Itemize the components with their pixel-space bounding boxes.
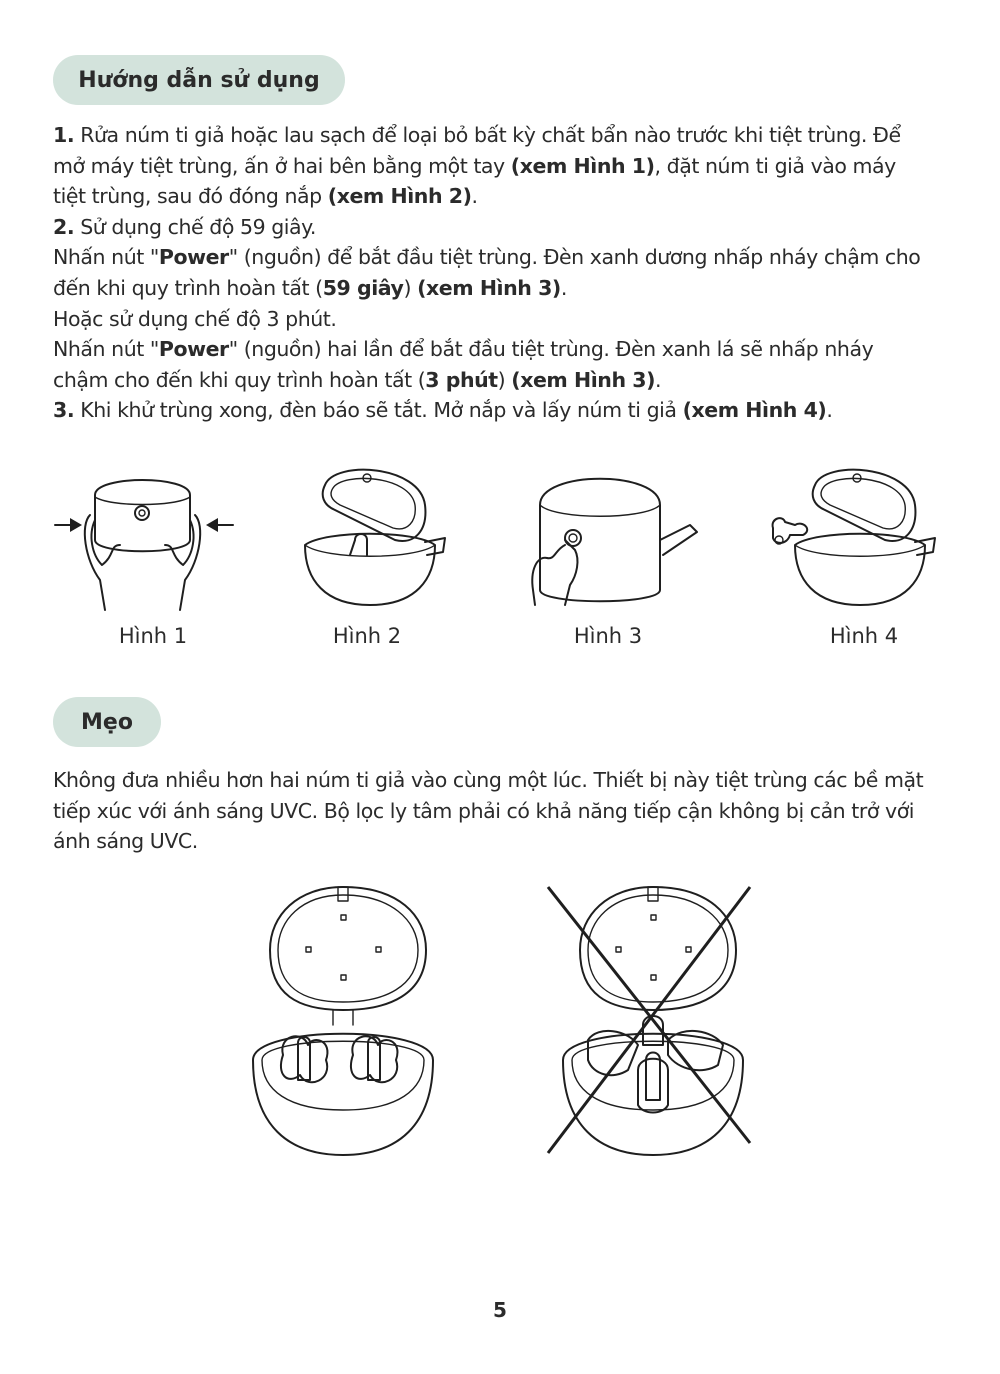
mode-59s-text-c: ) — [403, 275, 418, 300]
step-3 — [53, 395, 933, 426]
mode-59s-text-b: " (nguồn) để bắt đầu tiệt trùng. Đèn xanh dương nhấp nháy chậm cho đến khi quy trình hoàn tất ( — [53, 245, 921, 300]
figure-3-caption: Hình 3 — [573, 624, 643, 648]
step-1-text-b: , đặt núm ti giả vào máy tiệt trùng, sau đó đóng nắp — [53, 153, 896, 209]
mode-59s-time: 59 giây — [322, 275, 404, 300]
mode-59s-power-label: Power — [158, 245, 229, 270]
page-number: 5 — [493, 1298, 507, 1322]
mode-59s-text-d: . — [560, 275, 567, 300]
correct-loading-illustration — [248, 885, 438, 1160]
step-2-text: Sử dụng chế độ 59 giây. — [74, 214, 316, 239]
mode-3min-text-a: Nhấn nút " — [53, 337, 159, 362]
step-1 — [53, 120, 933, 212]
section-heading-tips-label: Mẹo — [81, 709, 133, 735]
incorrect-loading-illustration — [558, 885, 748, 1160]
figure-4-illustration — [765, 460, 940, 615]
section-heading-tips — [53, 697, 161, 747]
mode-59s-figure-ref: (xem Hình 3) — [417, 275, 561, 300]
mode-3min-power-label: Power — [158, 337, 229, 362]
mode-3min-figure-ref: (xem Hình 3) — [511, 367, 656, 392]
step-3-text-a: Khi khử trùng xong, đèn báo sẽ tắt. Mở nắp và lấy núm ti giả — [74, 398, 683, 423]
section-heading-instructions — [53, 55, 345, 105]
figure-2-caption: Hình 2 — [332, 624, 402, 648]
tips-paragraph: Không đưa nhiều hơn hai núm ti giả vào cùng một lúc. Thiết bị này tiệt trùng các bề mặt tiếp xúc với ánh sáng UVC. Bộ lọc ly tâm phải có khả năng tiếp cận không bị cản trở với ánh sáng UVC. — [53, 768, 924, 854]
step-2 — [53, 212, 933, 243]
step-2-or: Hoặc sử dụng chế độ 3 phút. — [53, 306, 337, 331]
section-heading-instructions-label: Hướng dẫn sử dụng — [78, 67, 320, 93]
instruction-steps — [53, 120, 933, 426]
step-2-mode-3min — [53, 334, 933, 395]
mode-3min-text-d: . — [655, 367, 662, 392]
step-1-figure-ref-2: (xem Hình 2) — [327, 184, 472, 209]
step-1-text-c: . — [471, 184, 478, 209]
step-1-text-a: Rửa núm ti giả hoặc lau sạch để loại bỏ bất kỳ chất bẩn nào trước khi tiệt trùng. Để mở máy tiệt trùng, ấn ở hai bên bằng một tay — [53, 123, 901, 178]
mode-3min-time: 3 phút — [425, 367, 498, 392]
step-1-number: 1. — [53, 123, 75, 147]
step-3-text-b: . — [826, 398, 833, 423]
step-3-number: 3. — [53, 398, 75, 423]
figure-2-illustration — [295, 460, 455, 615]
step-1-figure-ref-1: (xem Hình 1) — [510, 153, 655, 178]
figure-4-caption: Hình 4 — [829, 624, 899, 648]
step-3-figure-ref: (xem Hình 4) — [682, 398, 827, 423]
figure-1-caption: Hình 1 — [118, 624, 188, 648]
step-2-number: 2. — [53, 214, 75, 239]
figure-3-illustration — [525, 460, 705, 615]
mode-3min-text-b: " (nguồn) hai lần để bắt đầu tiệt trùng. Đèn xanh lá sẽ nhấp nháy chậm cho đến khi quy trình hoàn tất ( — [53, 337, 874, 392]
mode-3min-text-c: ) — [497, 367, 512, 392]
step-2-mode-59s — [53, 242, 933, 303]
figure-1-illustration — [50, 465, 240, 615]
mode-59s-text-a: Nhấn nút " — [53, 245, 159, 270]
